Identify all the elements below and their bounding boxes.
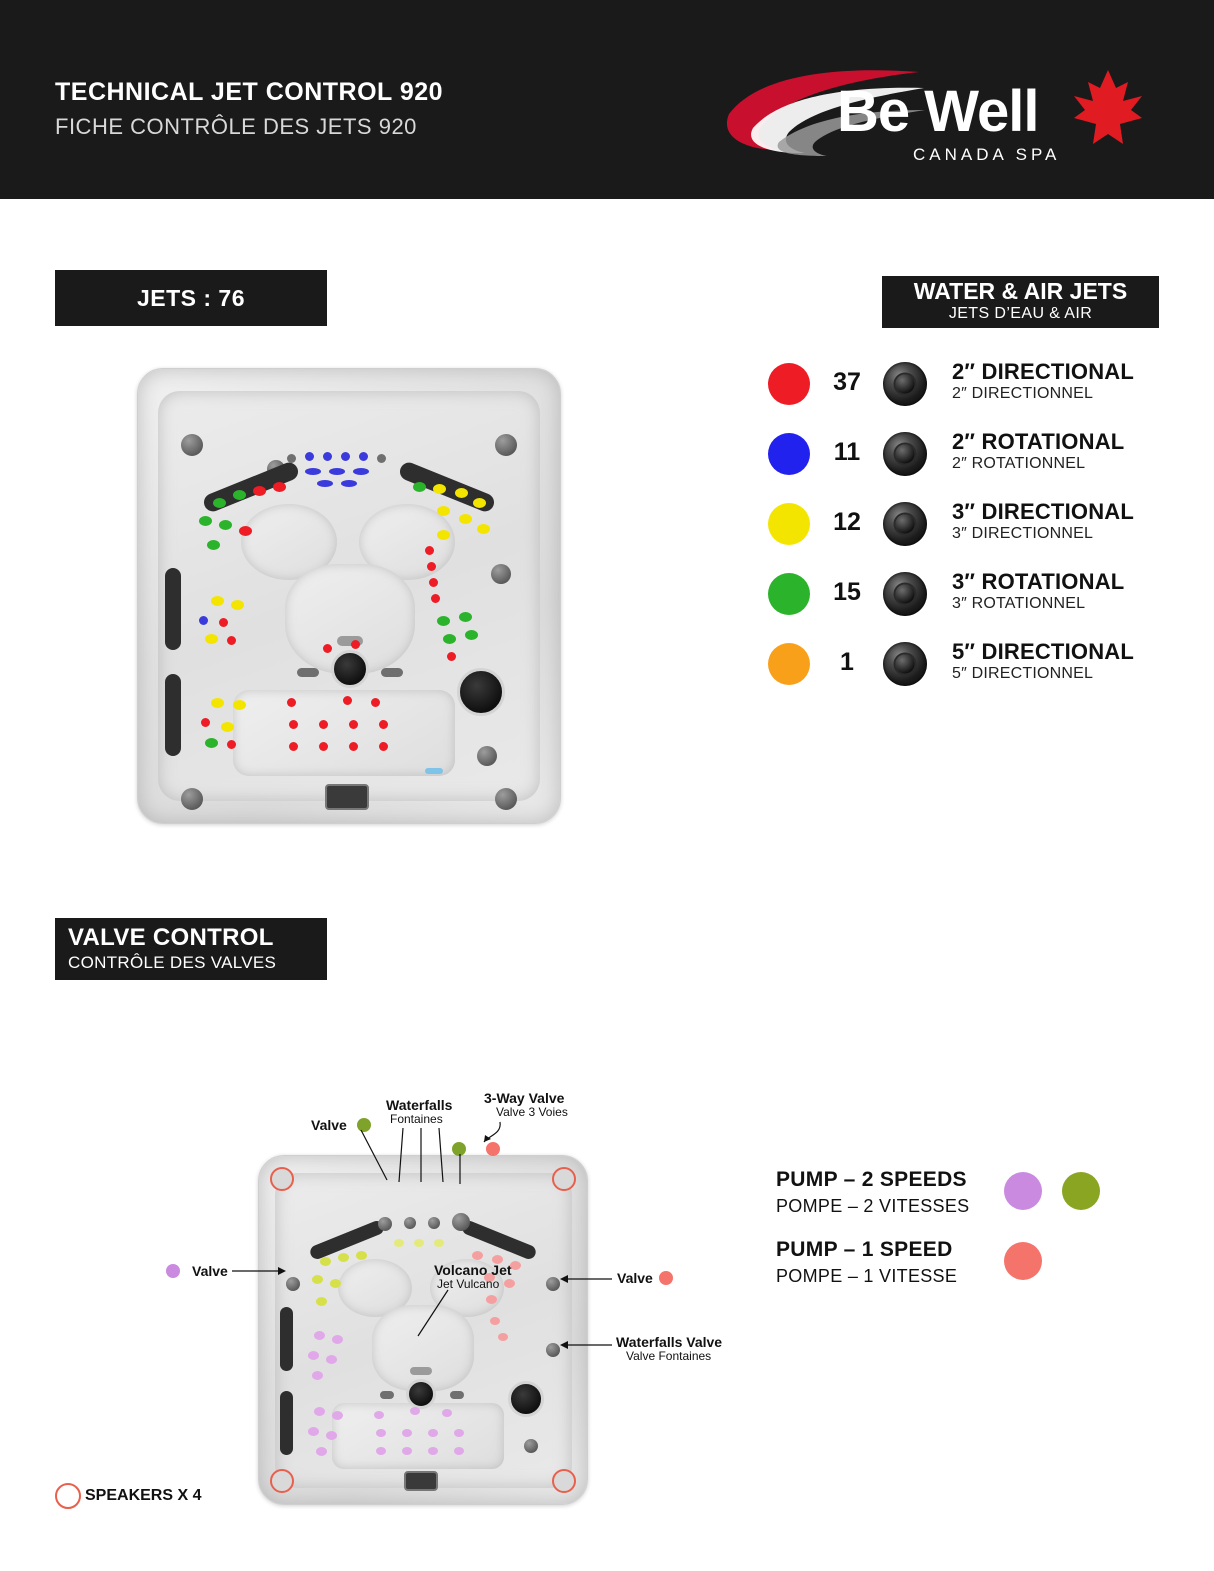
pump-zone-jet (320, 1257, 331, 1266)
legend-label-fr: 2″ ROTATIONNEL (952, 455, 1086, 472)
callout-3way-valve-label: 3-Way Valve (484, 1090, 565, 1106)
pump-zone-jet (394, 1239, 404, 1247)
legend-label-en: 2″ ROTATIONAL (952, 429, 1125, 454)
logo-wordmark: Be Well (837, 79, 1039, 144)
pump-1-speed-block (776, 1238, 1176, 1287)
pump-zone-jet (332, 1335, 343, 1344)
waterfall-port (378, 1217, 392, 1231)
pump-zone-jet (410, 1407, 420, 1415)
pump-zone-jet (316, 1297, 327, 1306)
jet-3in-rotational (443, 634, 456, 644)
jet-2in-directional (319, 742, 328, 751)
callout-waterfalls-sublabel: Fontaines (390, 1112, 443, 1126)
pump-zone-jet (486, 1295, 497, 1304)
volcano-jet-well (331, 650, 369, 688)
legend-label-fr: 3″ DIRECTIONNEL (952, 525, 1094, 542)
corner-port (181, 788, 203, 810)
jet-3in-directional (233, 700, 246, 710)
jet-2in-directional (323, 644, 332, 653)
jet-2in-directional (429, 578, 438, 587)
jet-nozzle-icon (883, 432, 927, 476)
legend-title-fr: JETS D’EAU & AIR (948, 305, 1093, 322)
legend-count: 1 (840, 648, 854, 676)
jet-3in-directional (205, 634, 218, 644)
logo-tagline: CANADA SPA (913, 145, 1061, 164)
jet-2in-directional (289, 742, 298, 751)
jet-2in-rotational (353, 468, 369, 475)
corner-port (495, 434, 517, 456)
pump-zone-jet (428, 1429, 438, 1437)
valve-control-badge (55, 918, 327, 980)
callout-volcano-jet-label: Volcano Jet (434, 1262, 512, 1278)
leader-line-3way-valve (450, 1118, 510, 1188)
callout-valve-left-dot (166, 1264, 180, 1278)
jet-2in-rotational (329, 468, 345, 475)
page-title: TECHNICAL JET CONTROL 920 (55, 78, 444, 106)
callout-waterfalls-valve-sublabel: Valve Fontaines (626, 1349, 712, 1363)
jet-2in-directional (349, 720, 358, 729)
air-control (380, 1391, 394, 1399)
legend-label-fr: 2″ DIRECTIONNEL (952, 385, 1094, 402)
control-panel (325, 784, 369, 810)
legend-color-swatch (768, 503, 810, 545)
three-way-valve-port (452, 1213, 470, 1231)
pump-zone-jet (356, 1251, 367, 1260)
air-control (287, 454, 296, 463)
air-control (450, 1391, 464, 1399)
control-panel (404, 1471, 438, 1491)
jet-2in-directional (379, 742, 388, 751)
legend-label-fr: 5″ DIRECTIONNEL (952, 665, 1094, 682)
pump-2-speeds-block (776, 1168, 1176, 1217)
jet-nozzle-icon (883, 362, 927, 406)
callout-valve-top-left-label: Valve (311, 1117, 347, 1133)
jet-2in-rotational (323, 452, 332, 461)
callout-waterfalls-label: Waterfalls (386, 1097, 453, 1113)
legend-count: 11 (833, 438, 861, 466)
pump-zone-jet (330, 1279, 341, 1288)
leader-line-valve-top-left (355, 1128, 395, 1186)
jet-nozzle-icon (883, 642, 927, 686)
jet-3in-directional (211, 596, 224, 606)
leader-line-volcano (408, 1288, 454, 1344)
jet-3in-directional (437, 530, 450, 540)
leader-arrow-valve-left (232, 1262, 290, 1278)
jet-3in-rotational (219, 520, 232, 530)
jet-2in-rotational (341, 452, 350, 461)
pump-2-speeds-label-en: PUMP – 2 SPEEDS (776, 1168, 967, 1191)
legend-color-swatch (768, 363, 810, 405)
jet-2in-directional (273, 482, 286, 492)
jet-3in-rotational (465, 630, 478, 640)
callout-3way-valve-sublabel: Valve 3 Voies (496, 1105, 568, 1119)
headrest (280, 1391, 293, 1455)
speaker (270, 1167, 294, 1191)
jet-2in-directional (379, 720, 388, 729)
jet-3in-rotational (213, 498, 226, 508)
legend-title-en: WATER & AIR JETS (913, 278, 1128, 304)
callout-volcano-jet-sublabel: Jet Vulcano (437, 1277, 500, 1291)
filter-well (457, 668, 505, 716)
speaker (552, 1167, 576, 1191)
jet-3in-rotational (459, 612, 472, 622)
valve-badge-en: VALVE CONTROL (68, 924, 274, 951)
jet-3in-rotational (199, 516, 212, 526)
pump-zone-jet (414, 1239, 424, 1247)
speakers-legend (55, 1483, 201, 1509)
jet-3in-directional (473, 498, 486, 508)
pump-zone-jet (326, 1431, 337, 1440)
jet-2in-directional (351, 640, 360, 649)
pump-2-speeds-swatch-b (1062, 1172, 1100, 1210)
jet-3in-rotational (233, 490, 246, 500)
pump-zone-jet (374, 1411, 384, 1419)
legend-row-3in-directional (768, 495, 1168, 553)
pump-zone-jet (442, 1409, 452, 1417)
jet-2in-directional (227, 636, 236, 645)
jet-3in-rotational (205, 738, 218, 748)
pump-zone-jet (314, 1407, 325, 1416)
valve-badge-fr: CONTRÔLE DES VALVES (68, 953, 277, 972)
legend-row-2in-rotational (768, 425, 1168, 483)
jet-2in-directional (289, 720, 298, 729)
pump-1-speed-label-fr: POMPE – 1 VITESSE (776, 1266, 958, 1286)
pump-zone-jet (326, 1355, 337, 1364)
spa-diagram-jets (137, 368, 561, 824)
pump-2-speeds-label-fr: POMPE – 2 VITESSES (776, 1196, 970, 1216)
volcano-jet-well (406, 1379, 436, 1409)
valve-port-left (286, 1277, 300, 1291)
maple-leaf-icon (1071, 68, 1145, 148)
headrest (165, 568, 181, 650)
legend-count: 37 (833, 368, 861, 396)
jet-3in-directional (459, 514, 472, 524)
jet-2in-directional (319, 720, 328, 729)
jet-2in-directional (343, 696, 352, 705)
callout-valve-right-dot (659, 1271, 673, 1285)
speaker-icon (55, 1483, 81, 1509)
jet-2in-directional (371, 698, 380, 707)
light-port (524, 1439, 538, 1453)
jet-2in-directional (349, 742, 358, 751)
pump-zone-jet (308, 1427, 319, 1436)
jet-2in-rotational (317, 480, 333, 487)
corner-port (181, 434, 203, 456)
jet-3in-directional (455, 488, 468, 498)
jet-2in-directional (431, 594, 440, 603)
pump-zone-jet (312, 1275, 323, 1284)
legend-row-3in-rotational (768, 565, 1168, 623)
pump-zone-jet (490, 1317, 500, 1325)
speaker (552, 1469, 576, 1493)
legend-label-fr: 3″ ROTATIONNEL (952, 595, 1086, 612)
pump-zone-jet (434, 1239, 444, 1247)
waterfall-port (404, 1217, 416, 1229)
side-port (491, 564, 511, 584)
jet-2in-directional (219, 618, 228, 627)
page-subtitle: FICHE CONTRÔLE DES JETS 920 (55, 114, 417, 139)
pump-zone-jet (504, 1279, 515, 1288)
brand-logo (719, 40, 1159, 164)
legend-row-5in-directional (768, 635, 1168, 693)
legend-count: 15 (833, 578, 861, 606)
callout-valve-right-label: Valve (617, 1270, 653, 1286)
jet-3in-rotational (207, 540, 220, 550)
air-control (381, 668, 403, 677)
speakers-label: SPEAKERS X 4 (85, 1487, 202, 1504)
jet-2in-rotational (305, 468, 321, 475)
jets-count-badge: JETS : 76 (55, 270, 327, 326)
waterline-light (425, 768, 443, 774)
pump-zone-jet (472, 1251, 483, 1260)
pump-zone-jet (312, 1371, 323, 1380)
pump-zone-jet (402, 1447, 412, 1455)
volcano-jet (410, 1367, 432, 1375)
pump-zone-jet (376, 1447, 386, 1455)
jet-3in-rotational (437, 616, 450, 626)
corner-port (495, 788, 517, 810)
jet-2in-rotational (359, 452, 368, 461)
leader-lines-waterfalls (395, 1126, 455, 1188)
pump-zone-jet (498, 1333, 508, 1341)
jet-3in-directional (211, 698, 224, 708)
jet-2in-rotational (341, 480, 357, 487)
legend-label-en: 2″ DIRECTIONAL (952, 359, 1135, 384)
air-control (297, 668, 319, 677)
pump-zone-jet (314, 1331, 325, 1340)
legend-label-en: 3″ ROTATIONAL (952, 569, 1125, 594)
legend-color-swatch (768, 433, 810, 475)
jet-3in-directional (437, 506, 450, 516)
pump-zone-jet (454, 1447, 464, 1455)
legend-color-swatch (768, 643, 810, 685)
page-header (0, 0, 1214, 199)
callout-valve-left-label: Valve (192, 1263, 228, 1279)
jet-2in-directional (447, 652, 456, 661)
legend-label-en: 5″ DIRECTIONAL (952, 639, 1135, 664)
jet-2in-directional (239, 526, 252, 536)
pump-zone-jet (454, 1429, 464, 1437)
jet-3in-directional (221, 722, 234, 732)
pump-zone-jet (316, 1447, 327, 1456)
leader-arrow-waterfalls-valve (556, 1336, 614, 1352)
jet-2in-directional (227, 740, 236, 749)
legend-label-en: 3″ DIRECTIONAL (952, 499, 1135, 524)
pump-2-speeds-swatch-a (1004, 1172, 1042, 1210)
pump-zone-jet (376, 1429, 386, 1437)
light-port (477, 746, 497, 766)
jet-3in-directional (231, 600, 244, 610)
jet-3in-directional (433, 484, 446, 494)
jet-nozzle-icon (883, 572, 927, 616)
jet-2in-directional (425, 546, 434, 555)
callout-waterfalls-valve-label: Waterfalls Valve (616, 1334, 723, 1350)
air-control (377, 454, 386, 463)
jet-3in-rotational (413, 482, 426, 492)
pump-zone-jet (402, 1429, 412, 1437)
legend-count: 12 (833, 508, 861, 536)
jet-2in-rotational (305, 452, 314, 461)
jet-2in-directional (253, 486, 266, 496)
jet-2in-directional (287, 698, 296, 707)
legend-color-swatch (768, 573, 810, 615)
jet-2in-rotational (199, 616, 208, 625)
headrest (280, 1307, 293, 1371)
legend-header (882, 276, 1159, 328)
waterfall-port (428, 1217, 440, 1229)
jet-3in-directional (477, 524, 490, 534)
jet-2in-directional (201, 718, 210, 727)
pump-zone-jet (428, 1447, 438, 1455)
filter-well (508, 1381, 544, 1417)
pump-1-speed-label-en: PUMP – 1 SPEED (776, 1238, 953, 1261)
jet-2in-directional (427, 562, 436, 571)
jet-nozzle-icon (883, 502, 927, 546)
pump-zone-jet (338, 1253, 349, 1262)
legend-row-2in-directional (768, 355, 1168, 413)
speaker (270, 1469, 294, 1493)
leader-arrow-valve-right (556, 1270, 614, 1286)
headrest (165, 674, 181, 756)
pump-zone-jet (308, 1351, 319, 1360)
pump-zone-jet (332, 1411, 343, 1420)
pump-1-speed-swatch (1004, 1242, 1042, 1280)
